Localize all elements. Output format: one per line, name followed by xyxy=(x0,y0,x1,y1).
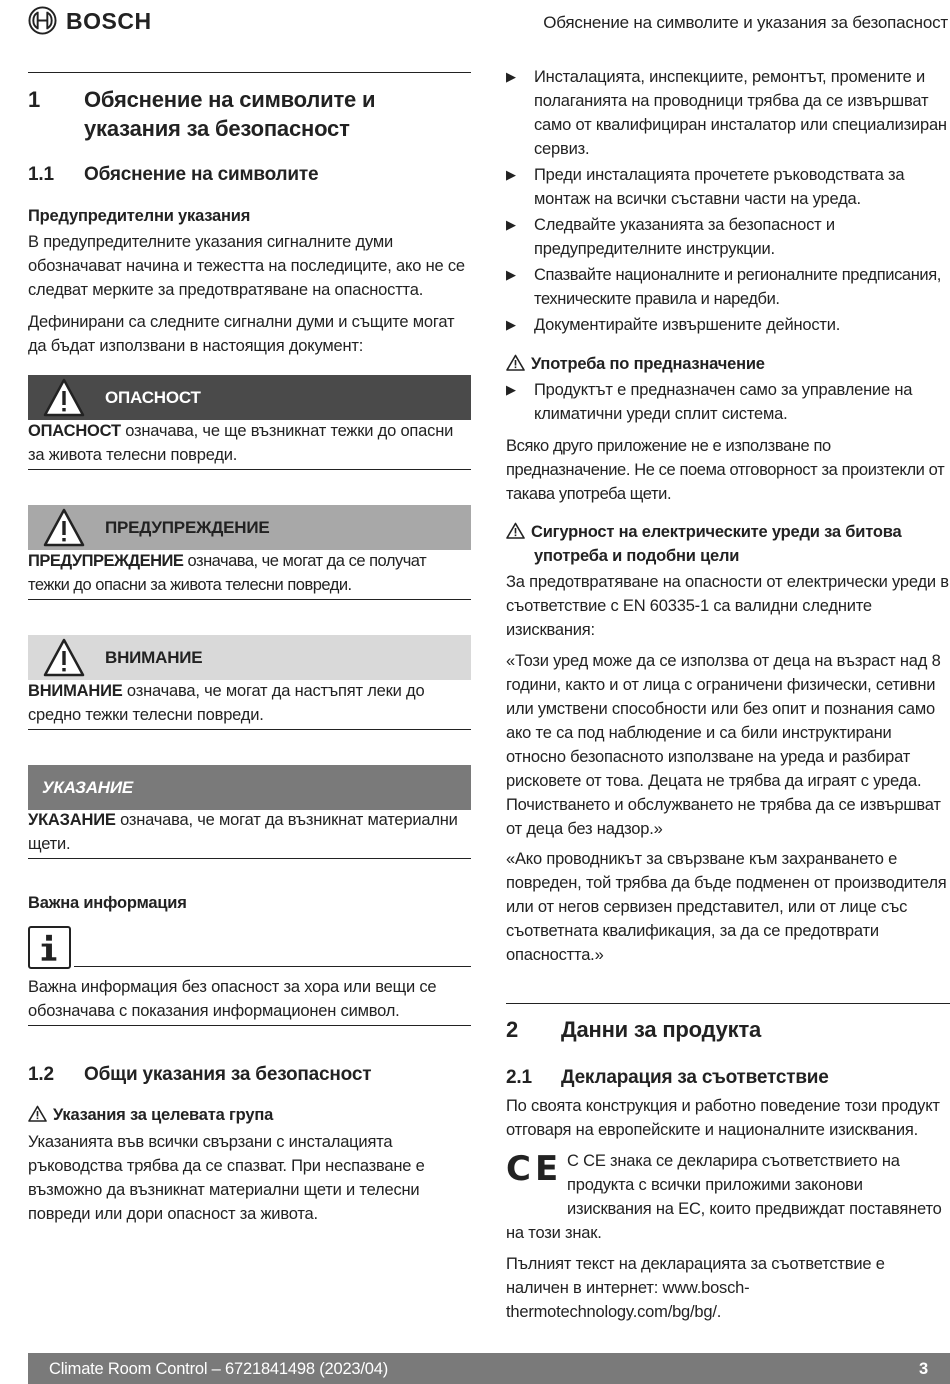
bullet-arrow-icon: ▶ xyxy=(506,267,516,282)
subsection-title: Общи указания за безопасност xyxy=(84,1064,372,1085)
conformity-intro: По своята конструкция и работно поведение този продукт отговаря на европейските и националните изисквания. xyxy=(506,1097,940,1139)
section-number: 2 xyxy=(506,1017,519,1042)
danger-bar xyxy=(28,375,471,420)
caution-bar xyxy=(28,635,471,680)
section-title: Обяснение на символите и указания за безопасност xyxy=(84,87,376,141)
footer-document-id: Climate Room Control – 6721841498 (2023/04) xyxy=(49,1360,389,1378)
target-group-heading xyxy=(28,1103,471,1127)
divider xyxy=(28,1025,471,1026)
notice-text: означава, че могат да възникнат материални щети. xyxy=(28,811,458,853)
page-footer xyxy=(28,1353,950,1384)
danger-description xyxy=(28,419,471,467)
subsection-number: 2.1 xyxy=(506,1067,532,1088)
target-group-title: Указания за целевата група xyxy=(53,1106,274,1124)
subsection-1-1-heading xyxy=(28,163,471,187)
bosch-logo xyxy=(28,6,152,35)
bullet-arrow-icon: ▶ xyxy=(506,217,516,232)
bosch-armature-icon xyxy=(28,6,57,35)
notice-description xyxy=(28,808,471,856)
notice-bar xyxy=(28,765,471,810)
page-header-title: Обяснение на символите и указания за безопасност xyxy=(543,13,948,32)
divider xyxy=(28,599,471,600)
notice-label: УКАЗАНИЕ xyxy=(42,778,134,797)
warning-triangle-icon xyxy=(42,637,86,678)
list-item-text: Документирайте извършените дейности. xyxy=(534,316,841,334)
intended-use-heading xyxy=(506,352,950,376)
signal-words-intro: Дефинирани са следните сигнални думи и същите могат да бъдат използвани в настоящия документ: xyxy=(28,313,455,355)
electrical-safety-title-line1: Сигурност на електрическите уреди за битова xyxy=(531,523,902,541)
subsection-2-1-heading xyxy=(506,1066,950,1090)
bullet-arrow-icon: ▶ xyxy=(506,167,516,182)
warning-bar xyxy=(28,505,471,550)
list-item xyxy=(506,163,950,211)
divider xyxy=(28,858,471,859)
warning-triangle-icon xyxy=(506,354,525,371)
warnings-intro: В предупредителните указания сигналните думи обозначават начина и тежестта на последиците, ако не се следват мерките за предотвратяване на опасността. xyxy=(28,233,465,299)
children-quote: «Този уред може да се използва от деца на възраст над 8 години, както и от лица с ограничени физически, сетивни или умствени способности или без опит и познания само ако те са под наблюдение и са били инструктирани относно безопасното използване на уреда и разбират рисковете от това. Децата не трябва да играят с уреда. Почистването и обслужването не трябва да се извършват от деца без надзор.» xyxy=(506,652,941,838)
warning-triangle-icon xyxy=(506,522,525,539)
info-line xyxy=(74,966,471,967)
warning-triangle-icon xyxy=(42,377,86,418)
subsection-1-2-heading xyxy=(28,1063,471,1087)
danger-word: ОПАСНОСТ xyxy=(28,422,121,440)
bullet-arrow-icon: ▶ xyxy=(506,382,516,397)
divider xyxy=(28,469,471,470)
subsection-number: 1.1 xyxy=(28,164,54,185)
warning-triangle-icon xyxy=(28,1105,47,1122)
list-item-text: Продуктът е предназначен само за управление на климатични уреди сплит система. xyxy=(534,381,913,423)
subsection-number: 1.2 xyxy=(28,1064,54,1085)
list-item xyxy=(506,65,950,161)
caution-word: ВНИМАНИЕ xyxy=(28,682,123,700)
warning-description xyxy=(28,549,471,597)
warning-label: ПРЕДУПРЕЖДЕНИЕ xyxy=(105,518,270,537)
danger-label: ОПАСНОСТ xyxy=(105,388,201,407)
ce-text-tail: на този знак. xyxy=(506,1224,602,1242)
list-item-text: Инсталацията, инспекциите, ремонтът, промените и полаганията на проводници трябва да се извършват само от квалифициран инсталатор или специализиран сервиз. xyxy=(534,68,947,158)
warning-word: ПРЕДУПРЕЖДЕНИЕ xyxy=(28,552,184,570)
warning-text: означава, че могат да се получат тежки до опасни за живота телесни повреди. xyxy=(28,552,427,594)
info-icon xyxy=(28,926,71,969)
danger-text: означава, че ще възникнат тежки до опасни за живота телесни повреди. xyxy=(28,422,454,464)
caution-text: означава, че могат да настъпят леки до средно тежки телесни повреди. xyxy=(28,682,425,724)
list-item-text: Следвайте указанията за безопасност и предупредителните инструкции. xyxy=(534,216,835,258)
electrical-safety-text: За предотвратяване на опасности от електрически уреди в съответствие с EN 60335-1 са валидни следните изисквания: xyxy=(506,573,949,639)
target-group-text: Указанията във всички свързани с инсталацията ръководства трябва да се спазват. При неспазване е възможно да възникнат материални щети и телесни повреди или дори опасност за живота. xyxy=(28,1133,425,1223)
important-info-heading: Важна информация xyxy=(28,894,187,912)
intended-use-text: Всяко друго приложение не е използване по предназначение. Не се поема отговорност за произтекли от такава употреба щети. xyxy=(506,437,945,503)
section-1-heading xyxy=(28,85,471,143)
section-divider xyxy=(506,1003,950,1004)
important-info-text: Важна информация без опасност за хора или вещи се обозначава с показания информационен символ. xyxy=(28,978,437,1020)
section-title: Данни за продукта xyxy=(561,1017,762,1042)
declaration-link-text: Пълният текст на декларацията за съответствие е наличен в интернет: www.bosch-thermotechnology.com/bg/bg/. xyxy=(506,1255,885,1321)
list-item xyxy=(506,378,950,426)
bullet-arrow-icon: ▶ xyxy=(506,317,516,332)
warnings-heading: Предупредителни указания xyxy=(28,207,251,225)
section-divider xyxy=(28,72,471,73)
list-item-text: Спазвайте националните и регионалните предписания, техническите правила и наредби. xyxy=(534,266,941,308)
ce-mark-icon: CE xyxy=(506,1149,563,1189)
list-item-text: Преди инсталацията прочетете ръководствата за монтаж на всички съставни части на уреда. xyxy=(534,166,905,208)
list-item xyxy=(506,213,950,261)
list-item xyxy=(506,263,950,311)
subsection-title: Обяснение на символите xyxy=(84,164,319,185)
notice-word: УКАЗАНИЕ xyxy=(28,811,116,829)
cable-quote: «Ако проводникът за свързване към захранването е повреден, той трябва да бъде подменен от производителя или от негов сервизен представител, или от лице със съответната квалификация, за да се предотврати опасността.» xyxy=(506,850,947,964)
subsection-title: Декларация за съответствие xyxy=(561,1067,829,1088)
electrical-safety-heading xyxy=(506,520,950,568)
bullet-arrow-icon: ▶ xyxy=(506,69,516,84)
section-2-heading xyxy=(506,1015,950,1044)
ce-text: С CE знака се декларира съответствието на продукта с всички приложими законови изисквания на ЕС, които предвиждат поставянето xyxy=(567,1152,942,1218)
electrical-safety-title-line2: употреба и подобни цели xyxy=(534,547,740,565)
caution-label: ВНИМАНИЕ xyxy=(105,648,203,667)
list-item xyxy=(506,313,950,337)
intended-use-title: Употреба по предназначение xyxy=(531,355,765,373)
page-number: 3 xyxy=(919,1360,928,1378)
section-number: 1 xyxy=(28,87,41,112)
warning-triangle-icon xyxy=(42,507,86,548)
divider xyxy=(28,729,471,730)
brand-name: BOSCH xyxy=(66,7,152,34)
caution-description xyxy=(28,679,471,727)
